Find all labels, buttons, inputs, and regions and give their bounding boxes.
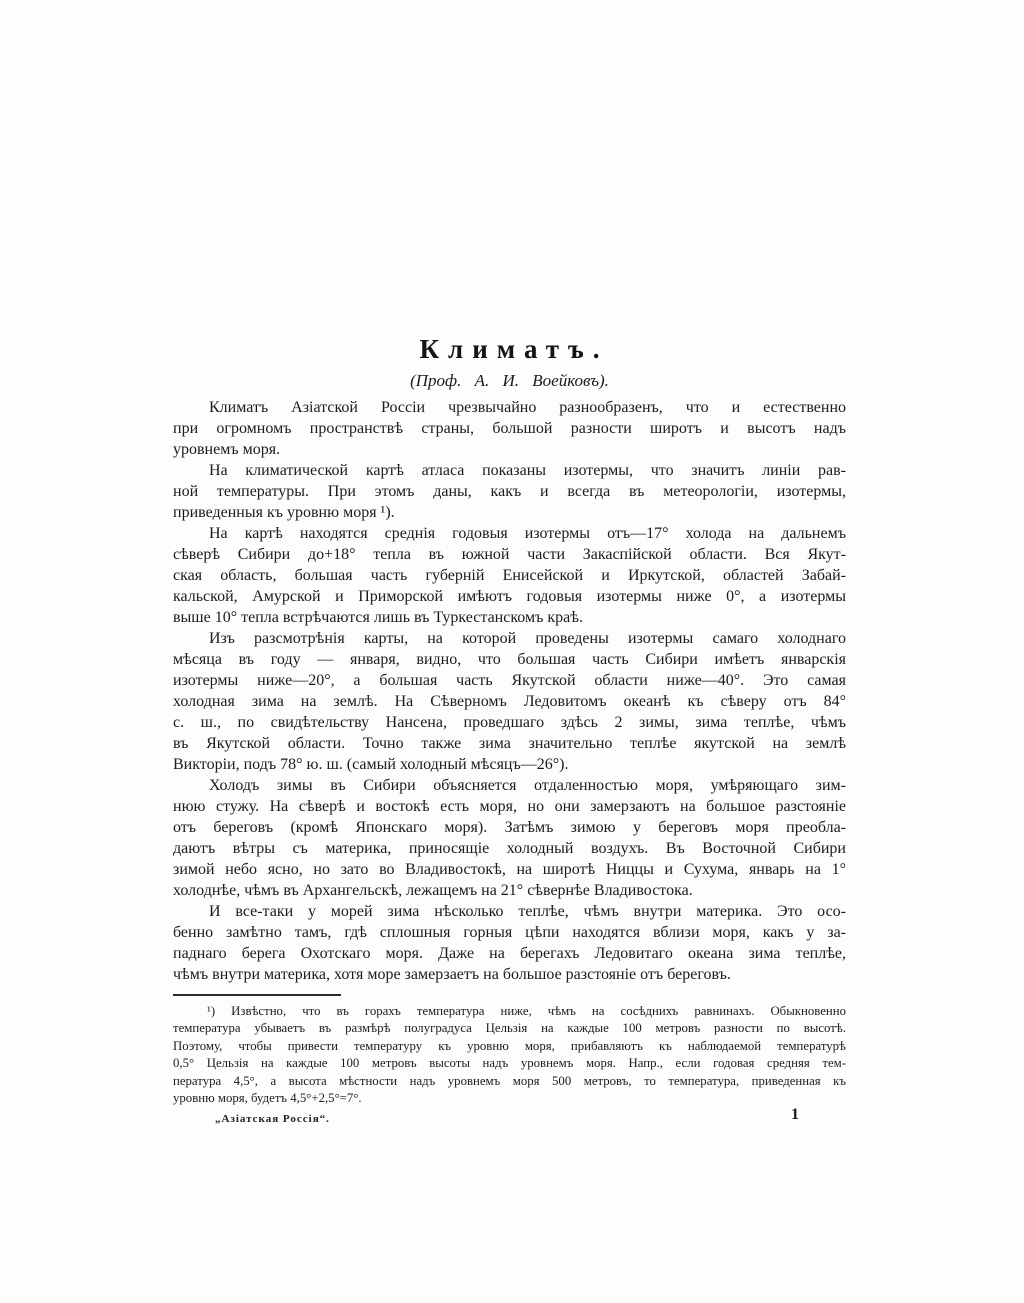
footnote-line: температура убываетъ въ размѣрѣ полуградуса Цельзія на каждые 100 метровъ разности по высотѣ. bbox=[173, 1021, 846, 1036]
text-line: Изъ разсмотрѣнія карты, на которой проведены изотермы самаго холоднаго bbox=[209, 630, 846, 647]
paragraph bbox=[173, 901, 846, 985]
text-line: с. ш., по свидѣтельству Нансена, проведшаго здѣсь 2 зимы, зима теплѣе, чѣмъ bbox=[173, 714, 846, 731]
paragraph bbox=[173, 523, 846, 628]
page-title: Климатъ. bbox=[419, 334, 609, 364]
footnote-line: пература 4,5°, а высота мѣстности надъ уровнемъ моря 500 метровъ, то температура, приведенная къ bbox=[173, 1073, 846, 1088]
text-line: холоднѣе, чѣмъ въ Архангельскѣ, лежащемъ на 21° сѣвернѣе Владивостока. bbox=[173, 882, 693, 899]
text-line: ной температуры. При этомъ даны, какъ и всегда въ метеорологіи, изотермы, bbox=[173, 483, 846, 500]
footnote-line: Поэтому, чтобы привести температуру къ уровню моря, прибавляютъ къ наблюдаемой температурѣ bbox=[173, 1038, 846, 1053]
footnote-line: 0,5° Цельзія на каждые 100 метровъ высоты надъ уровнемъ моря. Напр., если годовая средняя тем- bbox=[173, 1056, 846, 1071]
text-line: уровнемъ моря. bbox=[173, 441, 281, 458]
text-line: въ Якутской области. Точно также зима значительно теплѣе якутской на землѣ bbox=[173, 735, 846, 752]
text-line: паднаго берега Охотскаго моря. Даже на берегахъ Ледовитаго океана зима теплѣе, bbox=[173, 945, 846, 962]
author-byline: (Проф. А. И. Воейковъ). bbox=[410, 371, 609, 390]
series-title: „Азіатская Россія“. bbox=[215, 1113, 330, 1125]
paragraph bbox=[173, 397, 846, 460]
text-line: Климатъ Азіатской Россіи чрезвычайно разнообразенъ, что и естественно bbox=[209, 399, 846, 416]
text-line: кальской, Амурской и Приморской имѣютъ годовыя изотермы ниже 0°, а изотермы bbox=[173, 588, 846, 605]
text-line: чѣмъ внутри материка, хотя море замерзаетъ на большое разстояніе отъ береговъ. bbox=[173, 966, 731, 983]
page-number: 1 bbox=[791, 1106, 799, 1123]
paragraph bbox=[173, 460, 846, 523]
text-line: зимой небо ясно, но зато во Владивостокѣ, на широтѣ Ниццы и Сухума, январь на 1° bbox=[173, 861, 846, 878]
text-line: холодная зима на землѣ. На Сѣверномъ Ледовитомъ океанѣ къ сѣверу отъ 84° bbox=[173, 693, 846, 710]
text-line: изотермы ниже—20°, а большая часть Якутской области ниже—40°. Это самая bbox=[173, 672, 846, 689]
paragraph bbox=[173, 628, 846, 775]
text-line: нюю стужу. На сѣверѣ и востокѣ есть моря, но они замерзаютъ на большое разстояніе bbox=[173, 798, 846, 815]
text-line: ская область, большая часть губерній Енисейской и Иркутской, областей Забай- bbox=[173, 567, 846, 584]
text-line: На картѣ находятся среднія годовыя изотермы отъ—17° холода на дальнемъ bbox=[209, 525, 846, 542]
text-line: И все-таки у морей зима нѣсколько теплѣе, чѣмъ внутри материка. Это осо- bbox=[209, 903, 846, 920]
footnote bbox=[173, 1003, 846, 1107]
article-body bbox=[173, 397, 846, 985]
text-line: сѣверѣ Сибири до+18° тепла въ южной части Закаспійской области. Вся Якут- bbox=[173, 546, 846, 563]
text-line: даютъ вѣтры съ материка, приносящіе холодный воздухъ. Въ Восточной Сибири bbox=[173, 840, 846, 857]
page-content bbox=[173, 336, 846, 1107]
text-line: бенно замѣтно тамъ, гдѣ сплошныя горныя цѣпи находятся вблизи моря, какъ у за- bbox=[173, 924, 846, 941]
text-line: выше 10° тепла встрѣчаются лишь въ Туркестанскомъ краѣ. bbox=[173, 609, 583, 626]
text-line: приведенныя къ уровню моря ¹). bbox=[173, 504, 395, 521]
footnote-divider bbox=[173, 994, 341, 996]
footnote-line: уровню моря, будетъ 4,5°+2,5°=7°. bbox=[173, 1091, 362, 1106]
text-line: отъ береговъ (кромѣ Японскаго моря). Затѣмъ зимою у береговъ моря преобла- bbox=[173, 819, 846, 836]
paragraph bbox=[173, 775, 846, 901]
text-line: при огромномъ пространствѣ страны, большой разности широтъ и высотъ надъ bbox=[173, 420, 846, 437]
text-line: мѣсяца въ году — января, видно, что большая часть Сибири имѣетъ январскія bbox=[173, 651, 846, 668]
footnote-line: ¹) Извѣстно, что въ горахъ температура ниже, чѣмъ на сосѣднихъ равнинахъ. Обыкновенно bbox=[207, 1004, 846, 1018]
text-line: Викторіи, подъ 78° ю. ш. (самый холодный мѣсяцъ—26°). bbox=[173, 756, 569, 773]
text-line: На климатической картѣ атласа показаны изотермы, что значитъ линіи рав- bbox=[209, 462, 846, 479]
text-line: Холодъ зимы въ Сибири объясняется отдаленностью моря, умѣряющаго зим- bbox=[209, 777, 846, 794]
